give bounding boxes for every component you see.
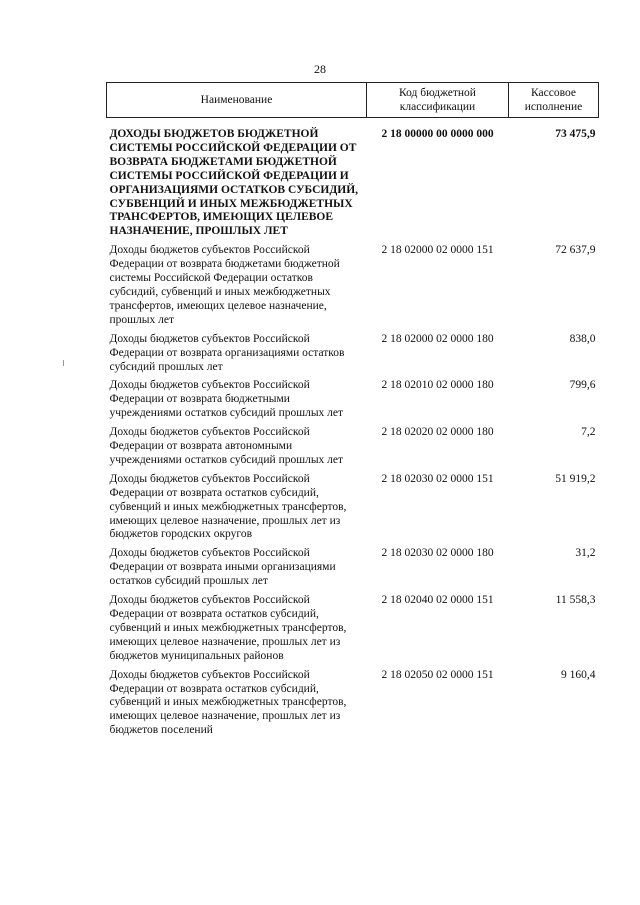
row-code: 2 18 02050 02 0000 151 xyxy=(381,668,494,681)
table-row xyxy=(107,426,599,473)
table-row xyxy=(107,547,599,594)
table-row xyxy=(107,379,599,426)
row-code: 2 18 00000 00 0000 000 xyxy=(381,128,494,140)
row-code: 2 18 02030 02 0000 151 xyxy=(381,472,494,485)
header-name: Наименование xyxy=(107,83,367,118)
table-row xyxy=(107,473,599,548)
row-name: Доходы бюджетов субъектов Российской Федерации от возврата остатков субсидий, субвенций и иных межбюджетных трансфертов, имеющих целевое назначение, прошлых лет из бюджетов городских округов xyxy=(109,472,347,541)
table-header-row xyxy=(107,83,599,118)
header-amount: Кассовое исполнение xyxy=(509,83,599,118)
page-number: 28 xyxy=(314,62,326,76)
row-amount: 9 160,4 xyxy=(561,668,596,681)
row-amount: 799,6 xyxy=(569,379,596,392)
table-row xyxy=(107,594,599,669)
table-row xyxy=(107,118,599,245)
table-row xyxy=(107,244,599,332)
table-row xyxy=(107,333,599,380)
row-code: 2 18 02000 02 0000 180 xyxy=(381,332,494,345)
row-amount: 7,2 xyxy=(581,426,596,439)
row-name: Доходы бюджетов субъектов Российской Федерации от возврата организациями остатков субсидий прошлых лет xyxy=(109,332,345,373)
row-code: 2 18 02000 02 0000 151 xyxy=(381,244,494,257)
row-amount: 72 637,9 xyxy=(555,244,596,257)
row-amount: 838,0 xyxy=(569,332,596,345)
row-name: Доходы бюджетов субъектов Российской Федерации от возврата иными организациями остатков субсидий прошлых лет xyxy=(109,547,336,588)
row-name: ДОХОДЫ БЮДЖЕТОВ БЮДЖЕТНОЙ СИСТЕМЫ РОССИЙСКОЙ ФЕДЕРАЦИИ ОТ ВОЗВРАТА БЮДЖЕТАМИ БЮДЖЕТНОЙ СИСТЕМЫ РОССИЙСКОЙ ФЕДЕРАЦИИ И ОРГАНИЗАЦИЯМИ ОСТАТКОВ СУБСИДИЙ, СУБВЕНЦИЙ И ИНЫХ МЕЖБЮДЖЕТНЫХ ТРАНСФЕРТОВ, ИМЕЮЩИХ ЦЕЛЕВОЕ НАЗНАЧЕНИЕ, ПРОШЛЫХ ЛЕТ xyxy=(109,128,359,238)
budget-table xyxy=(106,82,599,743)
row-amount: 73 475,9 xyxy=(555,128,596,140)
row-code: 2 18 02040 02 0000 151 xyxy=(381,594,494,607)
table-body xyxy=(107,118,599,744)
row-code: 2 18 02030 02 0000 180 xyxy=(381,547,494,560)
row-name: Доходы бюджетов субъектов Российской Федерации от возврата бюджетами бюджетной системы Российской Федерации остатков субсидий, субвенций и иных межбюджетных трансфертов, имеющих целевое назначение, прошлых лет xyxy=(109,244,340,326)
margin-mark xyxy=(63,360,64,366)
row-name: Доходы бюджетов субъектов Российской Федерации от возврата бюджетными учреждениями остатков субсидий прошлых лет xyxy=(109,379,344,420)
row-amount: 31,2 xyxy=(575,547,596,560)
row-name: Доходы бюджетов субъектов Российской Федерации от возврата остатков субсидий, субвенций и иных межбюджетных трансфертов, имеющих целевое назначение, прошлых лет из бюджетов муниципальных районов xyxy=(109,594,347,662)
row-code: 2 18 02020 02 0000 180 xyxy=(381,426,494,439)
table-row xyxy=(107,669,599,744)
row-amount: 11 558,3 xyxy=(555,594,596,607)
row-amount: 51 919,2 xyxy=(555,472,596,485)
row-name: Доходы бюджетов субъектов Российской Федерации от возврата остатков субсидий, субвенций и иных межбюджетных трансфертов, имеющих целевое назначение, прошлых лет из бюджетов поселений xyxy=(109,668,347,737)
row-name: Доходы бюджетов субъектов Российской Федерации от возврата автономными учреждениями остатков субсидий прошлых лет xyxy=(109,426,344,466)
header-code: Код бюджетной классификации xyxy=(367,83,509,118)
row-code: 2 18 02010 02 0000 180 xyxy=(381,379,494,392)
